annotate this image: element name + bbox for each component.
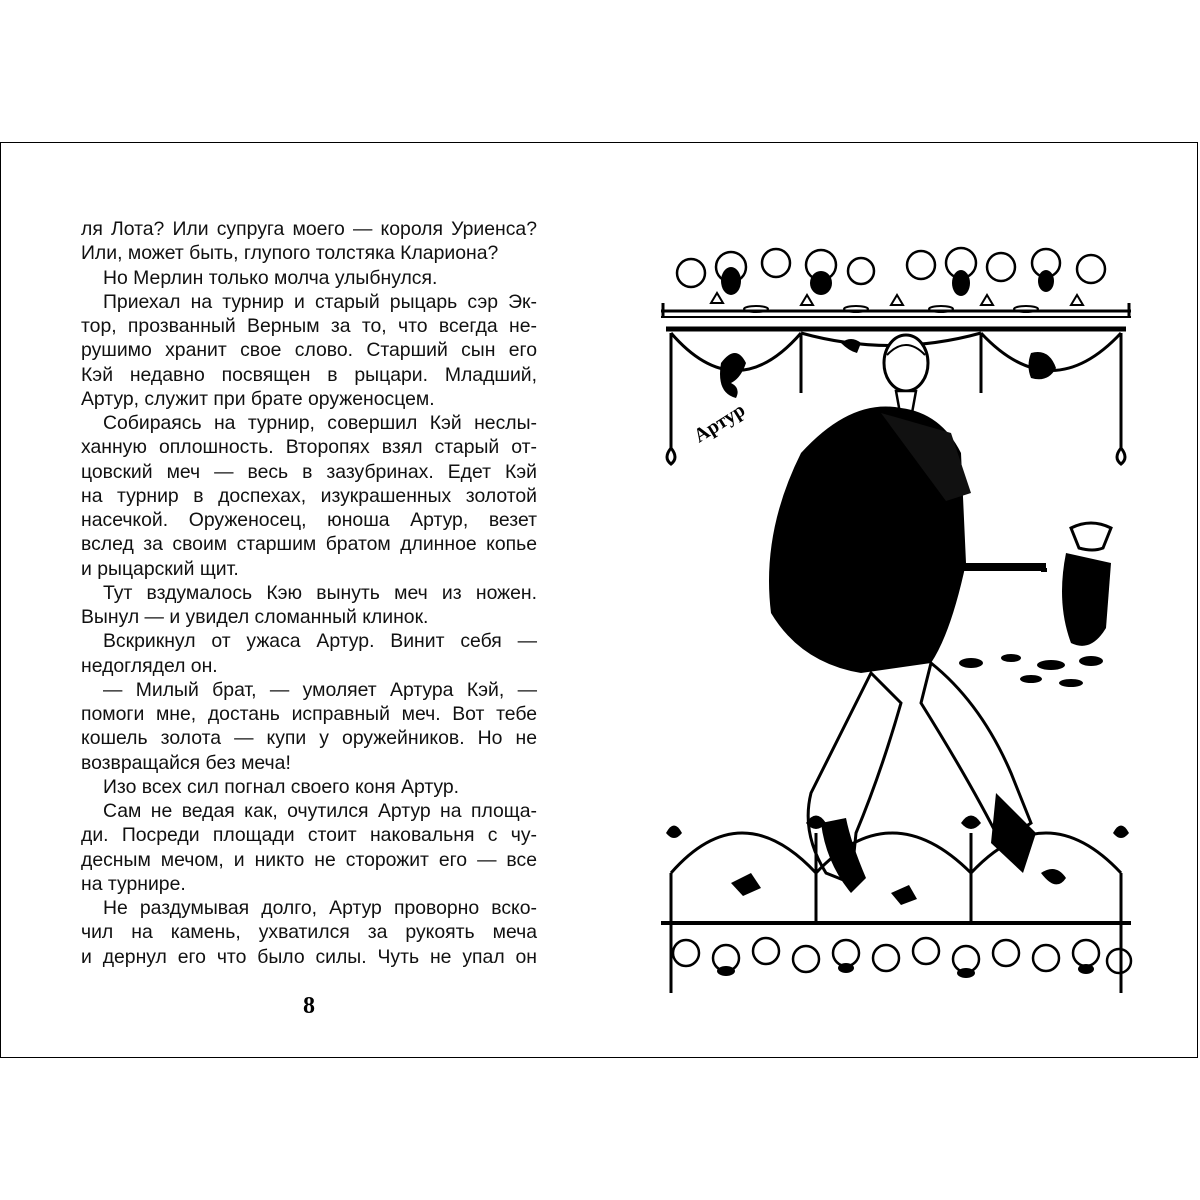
- arthur-figure: [769, 335, 1111, 893]
- text-line: ди. Посреди площади стоит наковальня с чу-: [81, 824, 537, 847]
- crowd-band: [661, 923, 1131, 978]
- garden-flowers: [666, 816, 1129, 906]
- text-line: Вынул — и увидел сломанный клинок.: [81, 606, 429, 628]
- text-line: чил на камень, ухватился за рукоять меча: [81, 921, 537, 944]
- text-line: цовский меч — весь в зазубринах. Едет Кэй: [81, 460, 537, 483]
- text-line: на турнире.: [81, 872, 186, 895]
- text-line: ханную оплошность. Второпях взял старый от-: [81, 436, 537, 459]
- text-line: насечкой. Оруженосец, юноша Артур, везет: [81, 509, 537, 531]
- text-line: тор, прозванный Верным за то, что всегда не-: [81, 315, 537, 337]
- text-line: Тут вздумалось Кэю вынуть меч из ножен.: [103, 581, 537, 604]
- text-line: кошель золота — купи у оружейников. Но не: [81, 727, 537, 750]
- text-line: и дернул его что было силы. Чуть не упал он: [81, 945, 537, 968]
- text-line: Собираясь на турнир, совершил Кэй неслы-: [103, 412, 537, 434]
- text-line: — Милый брат, — умоляет Артура Кэй, —: [103, 678, 537, 701]
- text-line: Изо всех сил погнал своего коня Артур.: [103, 775, 460, 798]
- text-line: ля Лота? Или супруга моего — короля Уриенса?: [81, 218, 537, 240]
- text-line: помоги мне, достань исправный меч. Вот тебе: [81, 703, 537, 725]
- woodcut-illustration-icon: [651, 233, 1141, 993]
- text-line: Приехал на турнир и старый рыцарь сэр Эк-: [103, 290, 537, 313]
- text-line: возвращайся без меча!: [81, 751, 291, 774]
- text-line: на турнир в доспехах, изукрашенных золотой: [81, 484, 537, 507]
- text-line: Сам не ведая как, очутился Артур на площа-: [103, 800, 537, 822]
- text-line: вслед за своим старшим братом длинное копье: [81, 533, 537, 556]
- text-line: Или, может быть, глупого толстяка Клариона?: [81, 242, 499, 265]
- page-number: 8: [303, 993, 315, 1019]
- text-line: недоглядел он.: [81, 654, 218, 677]
- text-line: и рыцарский щит.: [81, 557, 239, 580]
- book-spread: [0, 142, 1198, 1058]
- text-line: Кэй недавно посвящен в рыцари. Младший,: [81, 363, 537, 386]
- page-text: [81, 217, 537, 969]
- text-line: десным мечом, и никто не сторожит его — все: [81, 848, 537, 871]
- text-line: Артур, служит при брате оруженосцем.: [81, 387, 435, 410]
- text-line: Вскрикнул от ужаса Артур. Винит себя —: [103, 630, 537, 653]
- character-label: Артур: [689, 398, 750, 448]
- text-line: рушимо хранит свое слово. Старший сын его: [81, 339, 537, 362]
- text-line: Не раздумывая долго, Артур проворно вско-: [103, 897, 537, 919]
- feast-table-band: [661, 248, 1131, 317]
- text-line: Но Мерлин только молча улыбнулся.: [103, 266, 438, 289]
